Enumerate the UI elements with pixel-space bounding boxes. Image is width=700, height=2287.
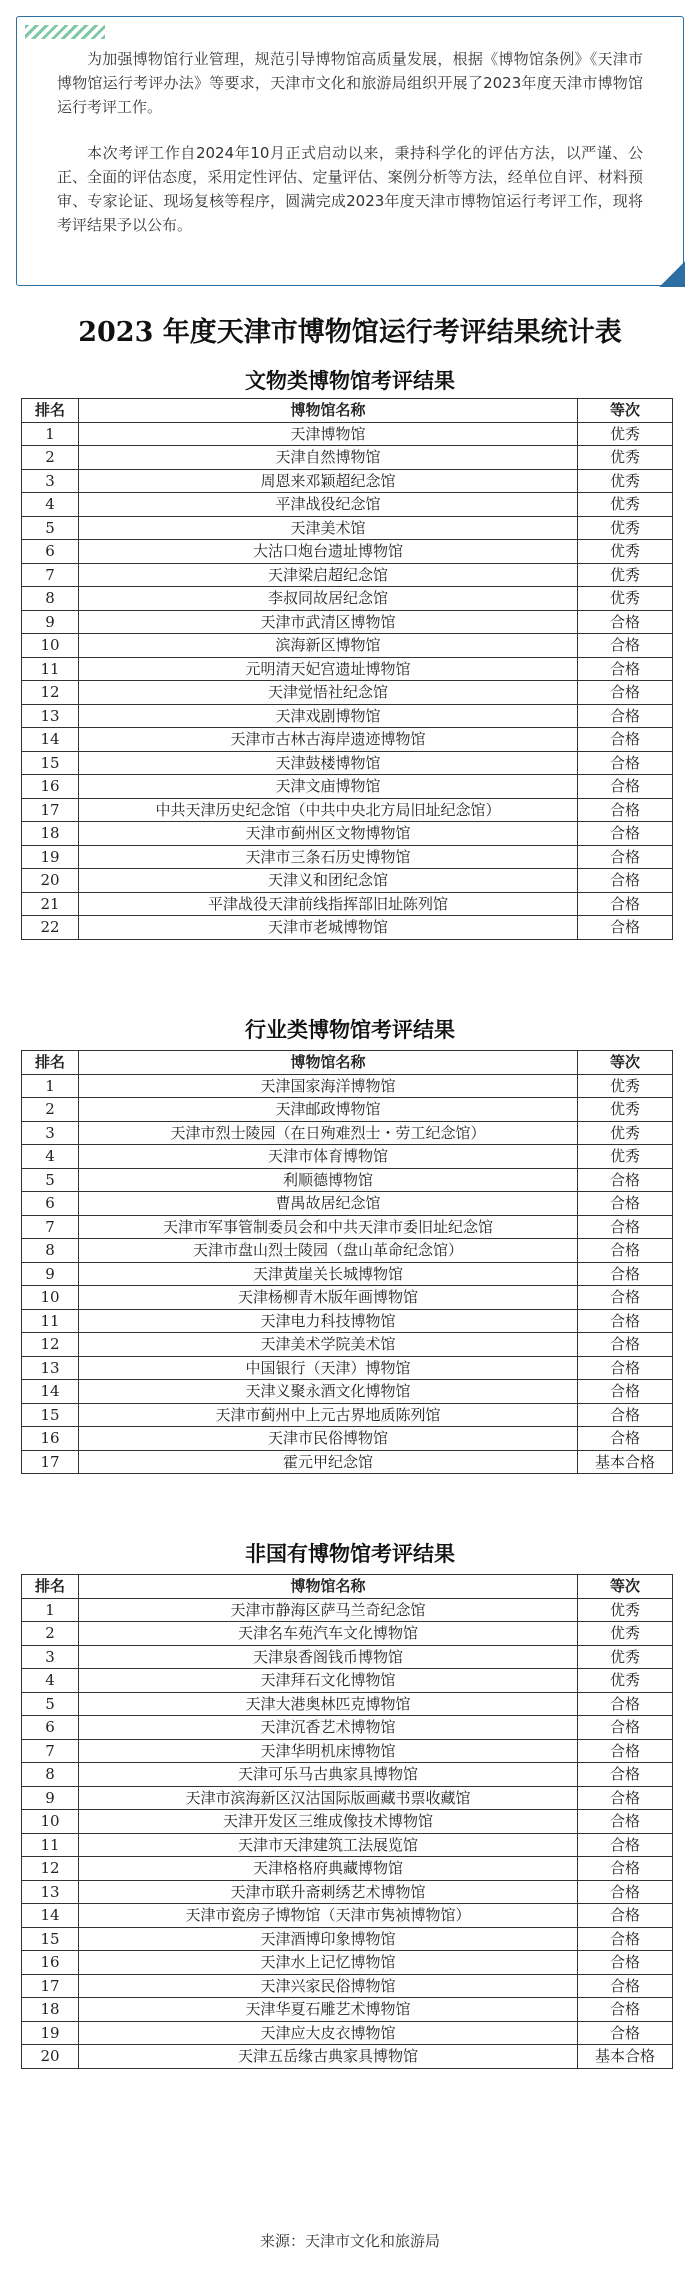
- table-row: [22, 469, 673, 493]
- museum-name-cell: 天津美术馆: [79, 516, 578, 540]
- section-title-cultural-relics: 文物类博物馆考评结果: [245, 369, 455, 393]
- grade-cell: 合格: [578, 1356, 673, 1380]
- museum-name-cell: 天津市盘山烈士陵园（盘山革命纪念馆）: [79, 1239, 578, 1263]
- rank-cell: 1: [22, 1074, 79, 1098]
- grade-cell: 合格: [578, 1951, 673, 1975]
- rank-cell: 9: [22, 1786, 79, 1810]
- table-row: [22, 681, 673, 705]
- grade-cell: 合格: [578, 1262, 673, 1286]
- grade-cell: 优秀: [578, 516, 673, 540]
- section-title-industry: 行业类博物馆考评结果: [245, 1018, 455, 1042]
- grade-cell: 合格: [578, 1716, 673, 1740]
- rank-cell: 4: [22, 1669, 79, 1693]
- table-row: [22, 1622, 673, 1646]
- grade-cell: 合格: [578, 1168, 673, 1192]
- museum-name-cell: 天津沉香艺术博物馆: [79, 1716, 578, 1740]
- rank-cell: 3: [22, 1121, 79, 1145]
- table-row: [22, 1309, 673, 1333]
- grade-cell: 合格: [578, 1692, 673, 1716]
- table-row: [22, 1286, 673, 1310]
- museum-name-cell: 天津应大皮衣博物馆: [79, 2021, 578, 2045]
- rank-cell: 15: [22, 751, 79, 775]
- grade-cell: 优秀: [578, 1145, 673, 1169]
- table-row: [22, 1763, 673, 1787]
- table-row: [22, 1998, 673, 2022]
- museum-name-cell: 天津市天津建筑工法展览馆: [79, 1833, 578, 1857]
- table-row: [22, 1121, 673, 1145]
- rank-cell: 17: [22, 1974, 79, 1998]
- museum-name-cell: 天津自然博物馆: [79, 446, 578, 470]
- grade-cell: 优秀: [578, 422, 673, 446]
- table-row: [22, 1380, 673, 1404]
- rank-cell: 12: [22, 1333, 79, 1357]
- grade-cell: 合格: [578, 1403, 673, 1427]
- grade-cell: 合格: [578, 1739, 673, 1763]
- rank-cell: 10: [22, 1286, 79, 1310]
- rank-cell: 13: [22, 1880, 79, 1904]
- rank-header: 排名: [22, 1575, 79, 1599]
- museum-name-cell: 天津戏剧博物馆: [79, 704, 578, 728]
- table-row: [22, 1450, 673, 1474]
- grade-cell: 合格: [578, 1857, 673, 1881]
- museum-name-cell: 天津市瓷房子博物馆（天津市隽祯博物馆）: [79, 1904, 578, 1928]
- rank-cell: 18: [22, 822, 79, 846]
- rank-cell: 21: [22, 892, 79, 916]
- rank-cell: 20: [22, 869, 79, 893]
- corner-fold-decoration: [659, 261, 685, 287]
- grade-cell: 优秀: [578, 469, 673, 493]
- intro-box: [16, 16, 684, 286]
- museum-name-cell: 天津兴家民俗博物馆: [79, 1974, 578, 1998]
- museum-name-cell: 天津市军事管制委员会和中共天津市委旧址纪念馆: [79, 1215, 578, 1239]
- museum-name-cell: 天津义聚永酒文化博物馆: [79, 1380, 578, 1404]
- grade-cell: 优秀: [578, 1074, 673, 1098]
- rank-cell: 7: [22, 1215, 79, 1239]
- rank-cell: 5: [22, 1168, 79, 1192]
- table-row: [22, 634, 673, 658]
- rank-cell: 3: [22, 469, 79, 493]
- museum-name-cell: 天津华夏石雕艺术博物馆: [79, 1998, 578, 2022]
- museum-name-cell: 天津泉香阁钱币博物馆: [79, 1645, 578, 1669]
- table-row: [22, 2045, 673, 2069]
- table-row: [22, 892, 673, 916]
- grade-cell: 合格: [578, 634, 673, 658]
- grade-cell: 合格: [578, 1286, 673, 1310]
- museum-name-cell: 天津市体育博物馆: [79, 1145, 578, 1169]
- museum-name-cell: 李叔同故居纪念馆: [79, 587, 578, 611]
- table-row: [22, 1145, 673, 1169]
- table-row: [22, 1857, 673, 1881]
- table-row: [22, 869, 673, 893]
- grade-cell: 合格: [578, 1215, 673, 1239]
- grade-cell: 合格: [578, 1880, 673, 1904]
- museum-name-cell: 天津市滨海新区汉沽国际版画藏书票收藏馆: [79, 1786, 578, 1810]
- rank-cell: 2: [22, 446, 79, 470]
- grade-cell: 优秀: [578, 1645, 673, 1669]
- museum-name-cell: 天津邮政博物馆: [79, 1098, 578, 1122]
- table-row: [22, 1927, 673, 1951]
- table-row: [22, 1786, 673, 1810]
- museum-name-cell: 天津市联升斋刺绣艺术博物馆: [79, 1880, 578, 1904]
- table-row: [22, 1974, 673, 1998]
- grade-cell: 合格: [578, 1763, 673, 1787]
- grade-cell: 基本合格: [578, 2045, 673, 2069]
- table-row: [22, 2021, 673, 2045]
- museum-name-cell: 天津博物馆: [79, 422, 578, 446]
- intro-paragraph-1: 为加强博物馆行业管理，规范引导博物馆高质量发展，根据《博物馆条例》《天津市博物馆运行考评办法》等要求，天津市文化和旅游局组织开展了2023年度天津市博物馆运行考评工作。: [57, 50, 643, 116]
- grade-cell: 合格: [578, 1309, 673, 1333]
- grade-cell: 合格: [578, 610, 673, 634]
- rank-cell: 18: [22, 1998, 79, 2022]
- museum-name-cell: 天津市蓟州区文物博物馆: [79, 822, 578, 846]
- museum-name-cell: 天津可乐马古典家具博物馆: [79, 1763, 578, 1787]
- table-header-row: [22, 1051, 673, 1075]
- museum-name-cell: 天津市静海区萨马兰奇纪念馆: [79, 1598, 578, 1622]
- museum-name-cell: 天津义和团纪念馆: [79, 869, 578, 893]
- grade-cell: 合格: [578, 704, 673, 728]
- name-header: 博物馆名称: [79, 399, 578, 423]
- table-row: [22, 1427, 673, 1451]
- table-row: [22, 1215, 673, 1239]
- grade-cell: 合格: [578, 1833, 673, 1857]
- rank-cell: 1: [22, 1598, 79, 1622]
- table-row: [22, 1833, 673, 1857]
- museum-name-cell: 滨海新区博物馆: [79, 634, 578, 658]
- rank-header: 排名: [22, 399, 79, 423]
- museum-name-cell: 中共天津历史纪念馆（中共中央北方局旧址纪念馆）: [79, 798, 578, 822]
- intro-paragraph-2: 本次考评工作自2024年10月正式启动以来，秉持科学化的评估方法，以严谨、公正、全面的评估态度，采用定性评估、定量评估、案例分析等方法，经单位自评、材料预审、专家论证、现场复核等程序，圆满完成2023年度天津市博物馆运行考评工作，现将考评结果予以公布。: [57, 144, 643, 234]
- grade-cell: 合格: [578, 1927, 673, 1951]
- grade-cell: 优秀: [578, 587, 673, 611]
- grade-cell: 优秀: [578, 446, 673, 470]
- museum-name-cell: 曹禺故居纪念馆: [79, 1192, 578, 1216]
- table-row: [22, 751, 673, 775]
- table-row: [22, 728, 673, 752]
- museum-name-cell: 天津市武清区博物馆: [79, 610, 578, 634]
- grade-cell: 合格: [578, 681, 673, 705]
- museum-name-cell: 天津觉悟社纪念馆: [79, 681, 578, 705]
- grade-cell: 合格: [578, 775, 673, 799]
- grade-header: 等次: [578, 1051, 673, 1075]
- rank-cell: 17: [22, 798, 79, 822]
- grade-cell: 优秀: [578, 563, 673, 587]
- museum-name-cell: 天津开发区三维成像技术博物馆: [79, 1810, 578, 1834]
- grade-cell: 合格: [578, 1427, 673, 1451]
- grade-cell: 合格: [578, 798, 673, 822]
- rank-cell: 8: [22, 1763, 79, 1787]
- section-title-non-state: 非国有博物馆考评结果: [245, 1542, 455, 1566]
- rank-cell: 6: [22, 1716, 79, 1740]
- table-row: [22, 657, 673, 681]
- grade-cell: 合格: [578, 1810, 673, 1834]
- table-row: [22, 540, 673, 564]
- rank-cell: 6: [22, 540, 79, 564]
- table-row: [22, 845, 673, 869]
- grade-cell: 优秀: [578, 1622, 673, 1646]
- museum-name-cell: 天津市老城博物馆: [79, 916, 578, 940]
- rank-cell: 2: [22, 1098, 79, 1122]
- rank-cell: 1: [22, 422, 79, 446]
- museum-name-cell: 天津鼓楼博物馆: [79, 751, 578, 775]
- grade-cell: 合格: [578, 1192, 673, 1216]
- grade-cell: 优秀: [578, 493, 673, 517]
- grade-header: 等次: [578, 1575, 673, 1599]
- museum-name-cell: 天津黄崖关长城博物馆: [79, 1262, 578, 1286]
- table-header-row: [22, 399, 673, 423]
- museum-name-cell: 天津大港奥林匹克博物馆: [79, 1692, 578, 1716]
- grade-cell: 合格: [578, 892, 673, 916]
- museum-name-cell: 天津梁启超纪念馆: [79, 563, 578, 587]
- table-row: [22, 704, 673, 728]
- rank-cell: 14: [22, 1904, 79, 1928]
- grade-cell: 优秀: [578, 1098, 673, 1122]
- table-row: [22, 563, 673, 587]
- grade-cell: 合格: [578, 1998, 673, 2022]
- rank-cell: 14: [22, 1380, 79, 1404]
- rank-cell: 13: [22, 1356, 79, 1380]
- museum-name-cell: 天津文庙博物馆: [79, 775, 578, 799]
- museum-name-cell: 天津市三条石历史博物馆: [79, 845, 578, 869]
- table-row: [22, 822, 673, 846]
- grade-cell: 合格: [578, 845, 673, 869]
- rank-cell: 16: [22, 1427, 79, 1451]
- rank-cell: 16: [22, 1951, 79, 1975]
- rank-cell: 12: [22, 681, 79, 705]
- grade-cell: 优秀: [578, 1121, 673, 1145]
- table-row: [22, 916, 673, 940]
- rank-cell: 12: [22, 1857, 79, 1881]
- museum-name-cell: 平津战役纪念馆: [79, 493, 578, 517]
- table-row: [22, 1739, 673, 1763]
- table-row: [22, 1262, 673, 1286]
- museum-name-cell: 大沽口炮台遗址博物馆: [79, 540, 578, 564]
- rank-cell: 10: [22, 1810, 79, 1834]
- results-table-industry: [21, 1050, 673, 1474]
- main-title: 2023 年度天津市博物馆运行考评结果统计表: [78, 317, 622, 348]
- table-row: [22, 1333, 673, 1357]
- table-row: [22, 587, 673, 611]
- rank-cell: 15: [22, 1403, 79, 1427]
- rank-cell: 4: [22, 1145, 79, 1169]
- museum-name-cell: 天津格格府典藏博物馆: [79, 1857, 578, 1881]
- table-row: [22, 1810, 673, 1834]
- table-row: [22, 1951, 673, 1975]
- museum-name-cell: 天津酒博印象博物馆: [79, 1927, 578, 1951]
- table-row: [22, 1692, 673, 1716]
- table-row: [22, 798, 673, 822]
- rank-cell: 11: [22, 1309, 79, 1333]
- museum-name-cell: 霍元甲纪念馆: [79, 1450, 578, 1474]
- table-row: [22, 446, 673, 470]
- table-row: [22, 1356, 673, 1380]
- rank-cell: 4: [22, 493, 79, 517]
- grade-cell: 优秀: [578, 1669, 673, 1693]
- rank-cell: 9: [22, 1262, 79, 1286]
- grade-cell: 合格: [578, 751, 673, 775]
- rank-cell: 11: [22, 1833, 79, 1857]
- table-row: [22, 1904, 673, 1928]
- grade-cell: 合格: [578, 657, 673, 681]
- museum-name-cell: 天津五岳缘古典家具博物馆: [79, 2045, 578, 2069]
- rank-cell: 10: [22, 634, 79, 658]
- rank-cell: 19: [22, 845, 79, 869]
- grade-cell: 基本合格: [578, 1450, 673, 1474]
- rank-cell: 9: [22, 610, 79, 634]
- table-row: [22, 1192, 673, 1216]
- grade-cell: 合格: [578, 916, 673, 940]
- rank-cell: 7: [22, 563, 79, 587]
- table-row: [22, 1598, 673, 1622]
- grade-cell: 合格: [578, 869, 673, 893]
- table-row: [22, 610, 673, 634]
- museum-name-cell: 天津市古林古海岸遗迹博物馆: [79, 728, 578, 752]
- rank-cell: 17: [22, 1450, 79, 1474]
- grade-cell: 合格: [578, 2021, 673, 2045]
- museum-name-cell: 利顺德博物馆: [79, 1168, 578, 1192]
- museum-name-cell: 天津市蓟州中上元古界地质陈列馆: [79, 1403, 578, 1427]
- table-row: [22, 1403, 673, 1427]
- grade-cell: 合格: [578, 822, 673, 846]
- grade-cell: 合格: [578, 1380, 673, 1404]
- grade-cell: 合格: [578, 1786, 673, 1810]
- table-row: [22, 1645, 673, 1669]
- rank-cell: 8: [22, 1239, 79, 1263]
- grade-cell: 合格: [578, 728, 673, 752]
- rank-cell: 14: [22, 728, 79, 752]
- museum-name-cell: 元明清天妃宫遗址博物馆: [79, 657, 578, 681]
- table-row: [22, 775, 673, 799]
- rank-cell: 19: [22, 2021, 79, 2045]
- name-header: 博物馆名称: [79, 1051, 578, 1075]
- museum-name-cell: 中国银行（天津）博物馆: [79, 1356, 578, 1380]
- name-header: 博物馆名称: [79, 1575, 578, 1599]
- rank-cell: 3: [22, 1645, 79, 1669]
- results-table-cultural-relics: [21, 398, 673, 940]
- museum-name-cell: 天津市民俗博物馆: [79, 1427, 578, 1451]
- results-table-non-state: [21, 1574, 673, 2069]
- rank-cell: 5: [22, 1692, 79, 1716]
- table-row: [22, 422, 673, 446]
- table-row: [22, 1716, 673, 1740]
- table-row: [22, 516, 673, 540]
- grade-cell: 合格: [578, 1333, 673, 1357]
- museum-name-cell: 天津杨柳青木版年画博物馆: [79, 1286, 578, 1310]
- museum-name-cell: 平津战役天津前线指挥部旧址陈列馆: [79, 892, 578, 916]
- rank-cell: 15: [22, 1927, 79, 1951]
- museum-name-cell: 天津名车苑汽车文化博物馆: [79, 1622, 578, 1646]
- museum-name-cell: 天津市烈士陵园（在日殉难烈士・劳工纪念馆）: [79, 1121, 578, 1145]
- table-row: [22, 1669, 673, 1693]
- rank-cell: 16: [22, 775, 79, 799]
- table-row: [22, 1880, 673, 1904]
- museum-name-cell: 天津拜石文化博物馆: [79, 1669, 578, 1693]
- grade-header: 等次: [578, 399, 673, 423]
- museum-name-cell: 天津华明机床博物馆: [79, 1739, 578, 1763]
- grade-cell: 优秀: [578, 540, 673, 564]
- table-row: [22, 1074, 673, 1098]
- rank-cell: 13: [22, 704, 79, 728]
- rank-header: 排名: [22, 1051, 79, 1075]
- decorative-hatch: [25, 25, 105, 39]
- grade-cell: 优秀: [578, 1598, 673, 1622]
- museum-name-cell: 天津水上记忆博物馆: [79, 1951, 578, 1975]
- rank-cell: 8: [22, 587, 79, 611]
- table-row: [22, 493, 673, 517]
- rank-cell: 7: [22, 1739, 79, 1763]
- rank-cell: 2: [22, 1622, 79, 1646]
- rank-cell: 5: [22, 516, 79, 540]
- table-row: [22, 1098, 673, 1122]
- grade-cell: 合格: [578, 1974, 673, 1998]
- rank-cell: 6: [22, 1192, 79, 1216]
- museum-name-cell: 天津国家海洋博物馆: [79, 1074, 578, 1098]
- table-row: [22, 1168, 673, 1192]
- museum-name-cell: 天津电力科技博物馆: [79, 1309, 578, 1333]
- grade-cell: 合格: [578, 1239, 673, 1263]
- rank-cell: 22: [22, 916, 79, 940]
- rank-cell: 20: [22, 2045, 79, 2069]
- table-row: [22, 1239, 673, 1263]
- table-header-row: [22, 1575, 673, 1599]
- museum-name-cell: 天津美术学院美术馆: [79, 1333, 578, 1357]
- museum-name-cell: 周恩来邓颖超纪念馆: [79, 469, 578, 493]
- source-credit: 来源：天津市文化和旅游局: [259, 2232, 440, 2250]
- rank-cell: 11: [22, 657, 79, 681]
- grade-cell: 合格: [578, 1904, 673, 1928]
